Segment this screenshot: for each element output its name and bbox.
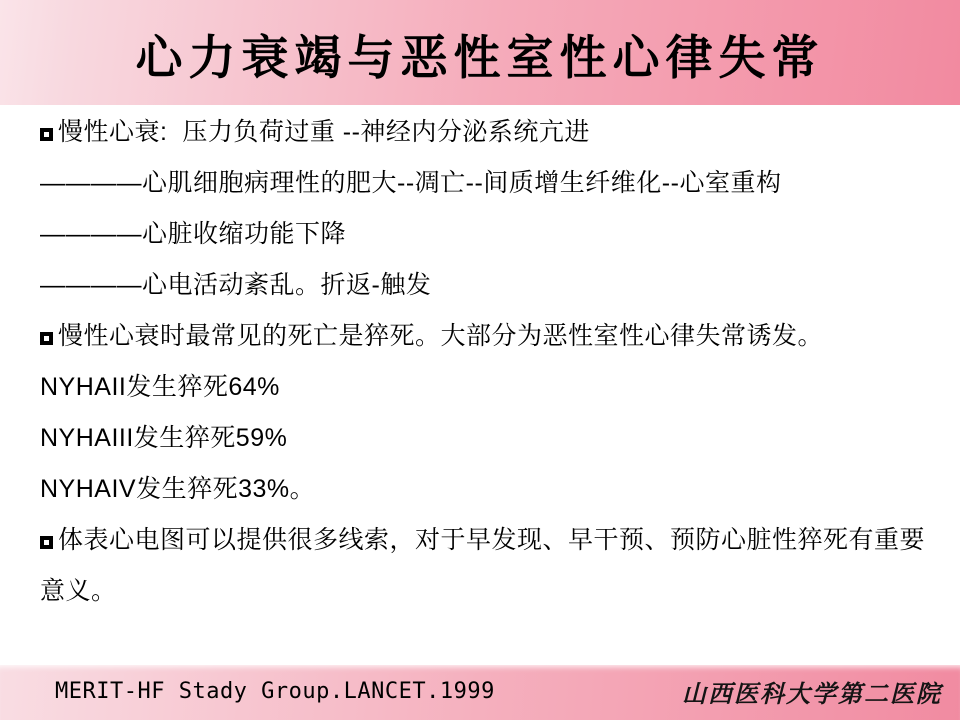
body-line-text: NYHAII发生猝死64% — [40, 373, 280, 401]
square-bullet-icon — [40, 128, 53, 141]
body-line-text: 慢性心衰: 压力负荷过重 --神经内分泌系统亢进 — [58, 118, 590, 146]
citation-text: MERIT-HF Stady Group.LANCET.1999 — [55, 679, 495, 704]
body-line-text: NYHAIII发生猝死59% — [40, 424, 288, 452]
body-line — [40, 170, 940, 196]
body-line — [40, 527, 940, 553]
body-line — [40, 476, 940, 502]
body-line-text: NYHAIV发生猝死33%。 — [40, 475, 316, 503]
body-line — [40, 272, 940, 298]
body-line-text: ————心肌细胞病理性的肥大--凋亡--间质增生纤维化--心室重构 — [40, 169, 782, 197]
body-line-text: 慢性心衰时最常见的死亡是猝死。大部分为恶性室性心律失常诱发。 — [58, 322, 824, 350]
footer-band — [0, 665, 960, 720]
square-bullet-icon — [40, 536, 53, 549]
square-bullet-icon — [40, 332, 53, 345]
body-line — [40, 578, 940, 604]
institution-name: 山西医科大学第二医院 — [682, 679, 942, 708]
body-line-text: ————心电活动紊乱。折返-触发 — [40, 271, 432, 299]
body-line-text: ————心脏收缩功能下降 — [40, 220, 347, 248]
body-line — [40, 374, 940, 400]
slide-body — [0, 105, 960, 666]
body-line — [40, 323, 940, 349]
body-line — [40, 221, 940, 247]
body-line-text: 意义。 — [40, 577, 117, 605]
title-band — [0, 0, 960, 105]
body-line — [40, 119, 940, 145]
slide-title: 心力衰竭与恶性室性心律失常 — [135, 31, 825, 86]
body-line-text: 体表心电图可以提供很多线索，对于早发现、早干预、预防心脏性猝死有重要 — [58, 526, 926, 554]
body-line — [40, 425, 940, 451]
